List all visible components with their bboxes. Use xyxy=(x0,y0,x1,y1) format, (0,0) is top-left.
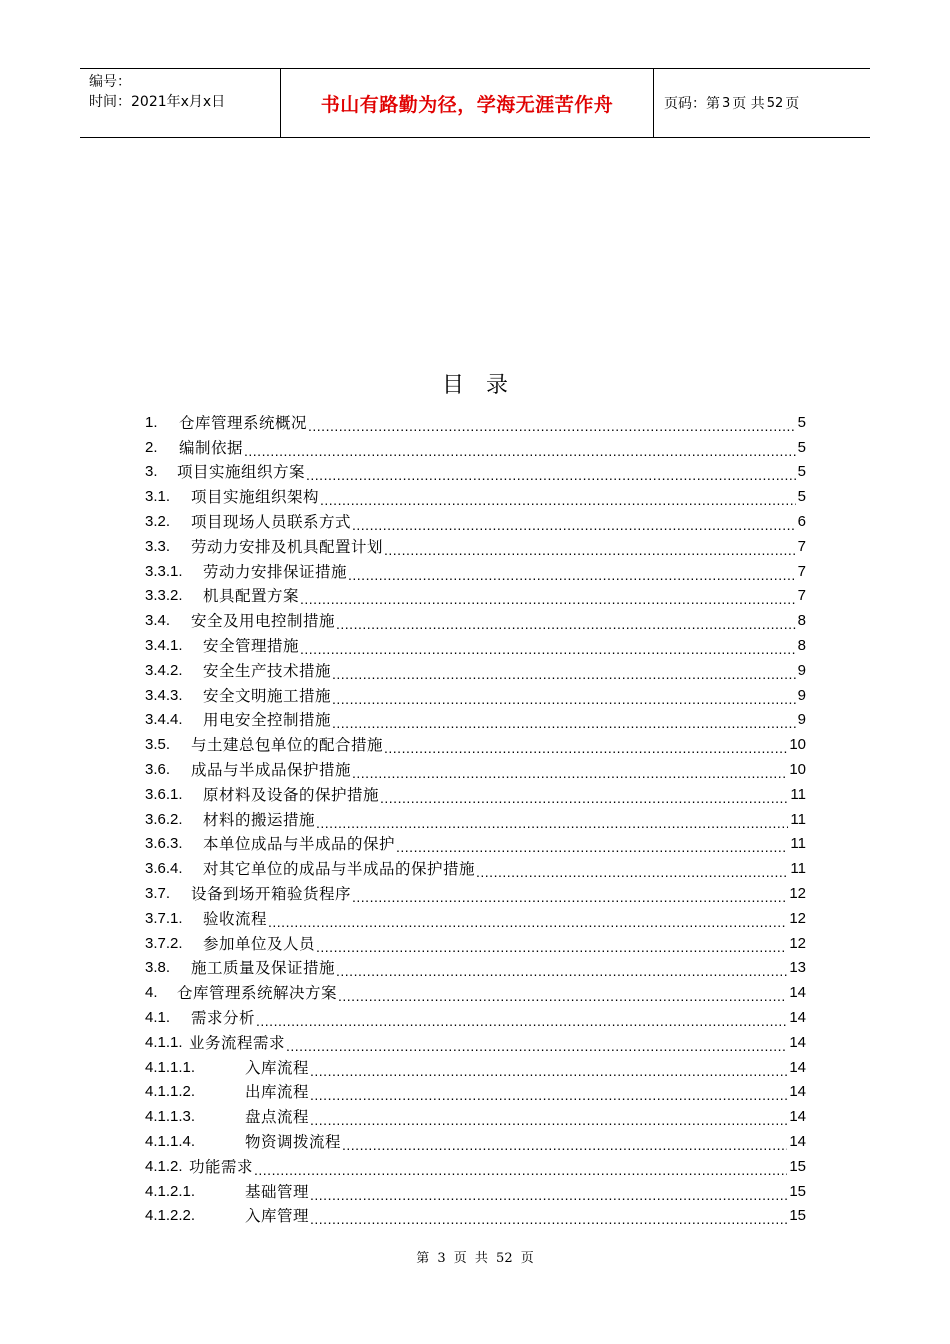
toc-entry-title: 安全管理措施 xyxy=(203,636,300,655)
page-current: 3 xyxy=(722,95,731,111)
toc-entry-title: 与土建总包单位的配合措施 xyxy=(191,736,384,755)
toc-entry-title: 入库管理 xyxy=(245,1207,310,1226)
code-label: 编号： xyxy=(89,74,131,90)
toc-leader-dots xyxy=(338,987,787,1003)
toc-entry-page: 8 xyxy=(797,636,806,654)
toc-entry-page: 10 xyxy=(789,760,806,778)
toc-entry-page: 11 xyxy=(790,810,806,828)
toc-leader-dots xyxy=(268,913,787,929)
toc-leader-dots xyxy=(384,541,796,557)
toc-entry-page: 15 xyxy=(789,1157,806,1175)
toc-entry-page: 9 xyxy=(797,686,806,704)
toc-entry-title: 业务流程需求 xyxy=(189,1033,286,1052)
toc-entry[interactable] xyxy=(145,879,806,904)
toc-entry[interactable] xyxy=(145,532,806,557)
toc-entry-page: 14 xyxy=(789,1132,806,1150)
toc-entry-title: 功能需求 xyxy=(189,1157,254,1176)
toc-entry[interactable] xyxy=(145,1028,806,1053)
toc-entry[interactable] xyxy=(145,978,806,1003)
toc-entry-number: 4.1.1.1. xyxy=(145,1058,196,1076)
toc-entry-number: 3.8. xyxy=(145,959,171,977)
toc-entry-number: 3.4. xyxy=(145,612,171,630)
toc-entry-page: 12 xyxy=(789,884,806,902)
toc-leader-dots xyxy=(244,442,796,458)
toc-entry-page: 7 xyxy=(797,537,806,555)
toc-entry-number: 3.6.2. xyxy=(145,810,183,828)
toc-entry-number: 3.7.1. xyxy=(145,909,183,927)
toc-leader-dots xyxy=(342,1136,787,1152)
toc-entry[interactable] xyxy=(145,1078,806,1103)
toc-entry[interactable] xyxy=(145,706,806,731)
toc-entry-title: 设备到场开箱验货程序 xyxy=(191,884,352,903)
toc-leader-dots xyxy=(310,1086,787,1102)
toc-entry-page: 11 xyxy=(790,835,806,853)
toc-entry[interactable] xyxy=(145,482,806,507)
toc-entry[interactable] xyxy=(145,1102,806,1127)
toc-entry-number: 3.5. xyxy=(145,736,171,754)
toc-entry-page: 14 xyxy=(789,984,806,1002)
toc-entry-number: 4.1.2.2. xyxy=(145,1207,196,1225)
toc-entry-number: 3.7. xyxy=(145,884,171,902)
toc-entry-title: 本单位成品与半成品的保护 xyxy=(203,835,396,854)
toc-entry-number: 3.7.2. xyxy=(145,934,183,952)
toc-entry-page: 7 xyxy=(797,587,806,605)
page-mid: 页 共 xyxy=(732,96,765,112)
toc-entry-title: 项目实施组织方案 xyxy=(177,463,306,482)
toc-entry-title: 物资调拨流程 xyxy=(245,1132,342,1151)
toc-entry[interactable] xyxy=(145,408,806,433)
toc-entry[interactable] xyxy=(145,606,806,631)
toc-entry-page: 11 xyxy=(790,785,806,803)
toc-entry-page: 13 xyxy=(789,959,806,977)
toc-entry[interactable] xyxy=(145,1003,806,1028)
toc-entry-page: 5 xyxy=(797,463,806,481)
toc-entry-number: 3.6.3. xyxy=(145,835,183,853)
toc-entry-number: 2. xyxy=(145,438,158,456)
toc-entry-page: 5 xyxy=(797,488,806,506)
toc-entry-page: 12 xyxy=(789,934,806,952)
toc-entry-number: 3. xyxy=(145,463,158,481)
toc-entry-title: 编制依据 xyxy=(179,438,244,457)
toc-entry-title: 原材料及设备的保护措施 xyxy=(203,785,380,804)
toc-entry-number: 4.1.2.1. xyxy=(145,1182,196,1200)
toc-entry-number: 4.1.1.4. xyxy=(145,1132,196,1150)
toc-entry-page: 5 xyxy=(797,413,806,431)
toc-entry-number: 3.3. xyxy=(145,537,171,555)
toc-entry[interactable] xyxy=(145,1053,806,1078)
toc-entry-page: 14 xyxy=(789,1008,806,1026)
toc-entry[interactable] xyxy=(145,582,806,607)
toc-entry-page: 7 xyxy=(797,562,806,580)
toc-entry-page: 9 xyxy=(797,711,806,729)
toc-leader-dots xyxy=(300,590,796,606)
toc-entry-number: 3.4.4. xyxy=(145,711,183,729)
toc-entry-page: 12 xyxy=(789,909,806,927)
toc-leader-dots xyxy=(352,888,787,904)
toc-entry[interactable] xyxy=(145,929,806,954)
toc-leader-dots xyxy=(308,417,796,433)
toc-leader-dots xyxy=(310,1111,787,1127)
toc-leader-dots xyxy=(352,516,796,532)
header-page-info xyxy=(654,69,870,137)
toc-entry-title: 入库流程 xyxy=(245,1058,310,1077)
toc-entry[interactable] xyxy=(145,755,806,780)
toc-entry-title: 安全及用电控制措施 xyxy=(191,612,336,631)
toc-entry-page: 8 xyxy=(797,612,806,630)
toc-entry-number: 4.1.1. xyxy=(145,1033,183,1051)
toc-entry-number: 3.6. xyxy=(145,760,171,778)
toc-entry[interactable] xyxy=(145,1202,806,1227)
toc-entry-title: 安全生产技术措施 xyxy=(203,661,332,680)
toc-title: 目录 xyxy=(441,373,530,398)
toc-entry[interactable] xyxy=(145,557,806,582)
toc-entry-number: 4.1. xyxy=(145,1008,171,1026)
toc-entry-number: 3.6.4. xyxy=(145,860,183,878)
toc-leader-dots xyxy=(306,466,796,482)
toc-entry-title: 验收流程 xyxy=(203,909,268,928)
toc-entry-title: 劳动力安排及机具配置计划 xyxy=(191,537,384,556)
time-label: 时间：2021年x月x日 xyxy=(89,94,226,110)
toc-entry-title: 成品与半成品保护措施 xyxy=(191,760,352,779)
toc-entry-title: 基础管理 xyxy=(245,1182,310,1201)
toc-entry-page: 15 xyxy=(789,1207,806,1225)
toc-entry-number: 1. xyxy=(145,413,158,431)
toc-leader-dots xyxy=(310,1210,787,1226)
toc-leader-dots xyxy=(336,962,787,978)
toc-entry-title: 项目现场人员联系方式 xyxy=(191,512,352,531)
toc-leader-dots xyxy=(348,566,796,582)
toc-entry[interactable] xyxy=(145,681,806,706)
toc-entry-number: 4.1.1.3. xyxy=(145,1108,196,1126)
toc-entry-page: 10 xyxy=(789,736,806,754)
toc-leader-dots xyxy=(310,1186,787,1202)
page-suffix: 页 xyxy=(785,96,800,112)
toc-entry-page: 6 xyxy=(797,512,806,530)
toc-entry-title: 项目实施组织架构 xyxy=(191,488,320,507)
toc-entry-number: 3.3.2. xyxy=(145,587,183,605)
toc-entry[interactable] xyxy=(145,631,806,656)
toc-entry[interactable] xyxy=(145,1177,806,1202)
toc-entry-title: 出库流程 xyxy=(245,1083,310,1102)
toc-leader-dots xyxy=(316,814,788,830)
toc-leader-dots xyxy=(476,863,788,879)
page-header xyxy=(80,68,870,138)
toc-leader-dots xyxy=(310,1062,787,1078)
toc-entry-page: 15 xyxy=(789,1182,806,1200)
toc-entry-number: 4. xyxy=(145,984,158,1002)
toc-entry-number: 3.4.1. xyxy=(145,636,183,654)
toc-entry-title: 施工质量及保证措施 xyxy=(191,959,336,978)
toc-entry[interactable] xyxy=(145,433,806,458)
page-total: 52 xyxy=(766,95,784,111)
toc-entry-page: 5 xyxy=(797,438,806,456)
header-motto: 书山有路勤为径，学海无涯苦作舟 xyxy=(281,69,654,137)
toc-entry-title: 材料的搬运措施 xyxy=(203,810,316,829)
toc-leader-dots xyxy=(336,615,796,631)
toc-entry-number: 3.4.3. xyxy=(145,686,183,704)
toc-entry-title: 安全文明施工措施 xyxy=(203,686,332,705)
toc-entry-number: 3.6.1. xyxy=(145,785,183,803)
toc-leader-dots xyxy=(300,640,796,656)
toc-entry-number: 3.2. xyxy=(145,512,171,530)
toc-entry-title: 劳动力安排保证措施 xyxy=(203,562,348,581)
toc-entry[interactable] xyxy=(145,656,806,681)
toc-entry-page: 11 xyxy=(790,860,806,878)
toc-leader-dots xyxy=(396,838,788,854)
toc-entry[interactable] xyxy=(145,458,806,483)
toc-entry-title: 机具配置方案 xyxy=(203,587,300,606)
toc-leader-dots xyxy=(286,1037,787,1053)
toc-leader-dots xyxy=(316,938,787,954)
page-footer: 第 3 页 共 52 页 xyxy=(416,1251,534,1266)
toc-leader-dots xyxy=(256,1012,787,1028)
toc-entry-title: 仓库管理系统概况 xyxy=(179,413,308,432)
toc-entry-title: 仓库管理系统解决方案 xyxy=(177,984,338,1003)
toc-entry[interactable] xyxy=(145,1127,806,1152)
toc-entry-page: 14 xyxy=(789,1058,806,1076)
toc-entry-page: 9 xyxy=(797,661,806,679)
toc-entry[interactable] xyxy=(145,830,806,855)
toc-entry-number: 3.4.2. xyxy=(145,661,183,679)
toc-entry[interactable] xyxy=(145,954,806,979)
toc-entry-page: 14 xyxy=(789,1108,806,1126)
toc-leader-dots xyxy=(332,714,796,730)
toc-entry[interactable] xyxy=(145,507,806,532)
toc-entry-title: 用电安全控制措施 xyxy=(203,711,332,730)
toc-leader-dots xyxy=(332,665,796,681)
toc-entry-number: 4.1.2. xyxy=(145,1157,183,1175)
toc-entry[interactable] xyxy=(145,805,806,830)
toc-entry-page: 14 xyxy=(789,1033,806,1051)
toc-entry[interactable] xyxy=(145,1152,806,1177)
toc-entry-page: 14 xyxy=(789,1083,806,1101)
toc-entry-title: 对其它单位的成品与半成品的保护措施 xyxy=(203,860,476,879)
page-prefix: 页码：第 xyxy=(664,96,720,112)
toc-entry[interactable] xyxy=(145,904,806,929)
toc-leader-dots xyxy=(332,690,796,706)
toc-list xyxy=(145,408,806,1226)
toc-leader-dots xyxy=(384,739,787,755)
toc-entry-title: 需求分析 xyxy=(191,1008,256,1027)
toc-leader-dots xyxy=(380,789,788,805)
toc-entry-number: 4.1.1.2. xyxy=(145,1083,196,1101)
toc-entry[interactable] xyxy=(145,780,806,805)
toc-entry[interactable] xyxy=(145,854,806,879)
toc-entry-number: 3.3.1. xyxy=(145,562,183,580)
toc-entry-number: 3.1. xyxy=(145,488,171,506)
toc-entry-title: 盘点流程 xyxy=(245,1108,310,1127)
toc-leader-dots xyxy=(352,764,787,780)
toc-leader-dots xyxy=(254,1161,787,1177)
header-meta xyxy=(80,69,281,137)
toc-leader-dots xyxy=(320,491,796,507)
toc-entry[interactable] xyxy=(145,730,806,755)
toc-entry-title: 参加单位及人员 xyxy=(203,934,316,953)
